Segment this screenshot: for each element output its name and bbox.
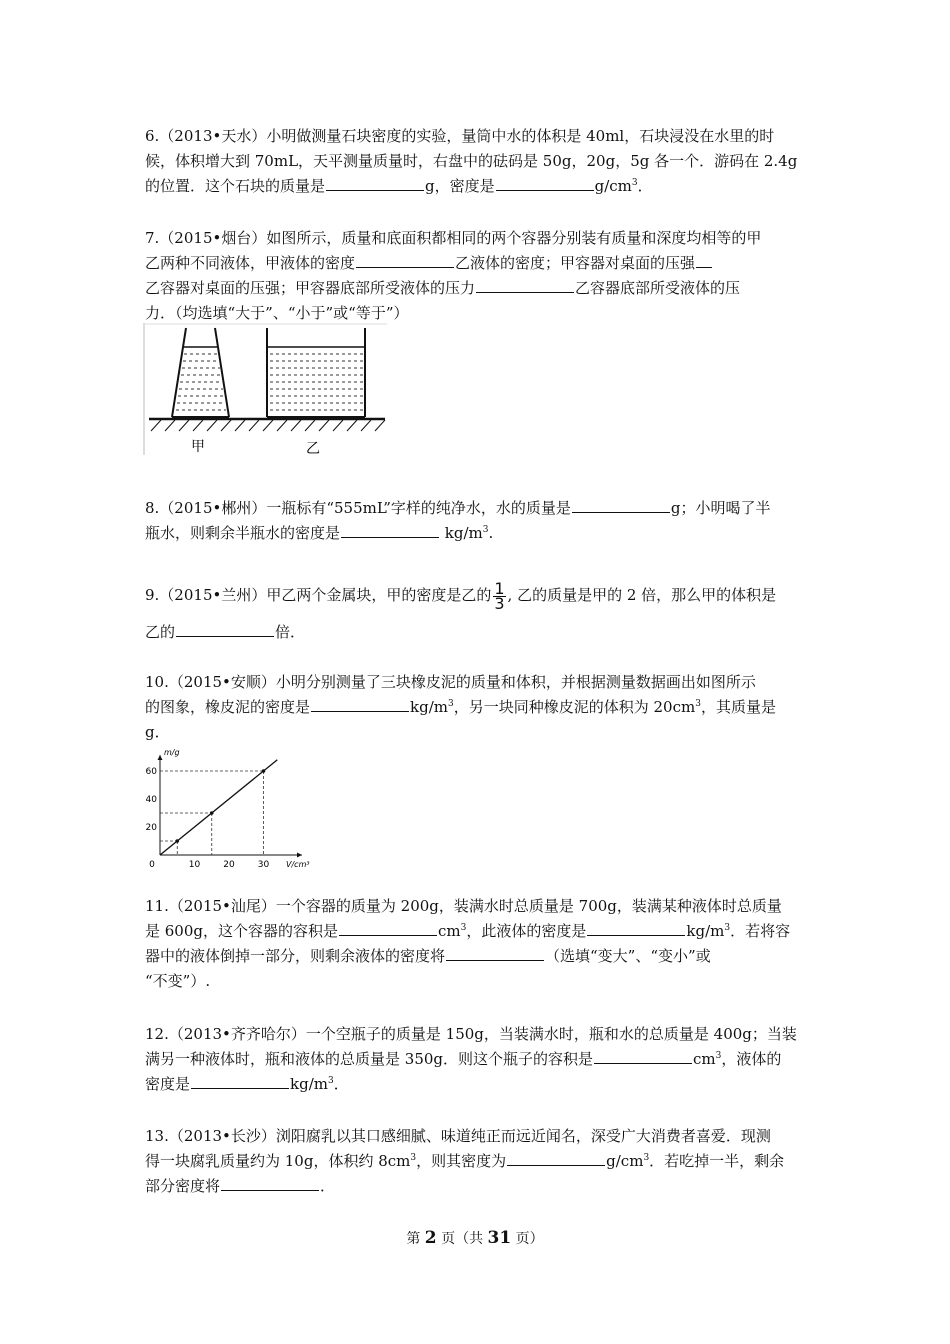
footer-text: 第: [406, 1231, 421, 1247]
question-12: [145, 1022, 810, 1097]
q7-text: 乙容器底部所受液体的压: [575, 279, 741, 297]
page-footer: [0, 1228, 950, 1248]
question-6: [145, 124, 810, 199]
q7-line1: 7.（2015•烟台）如图所示，质量和底面积都相同的两个容器分别装有质量和深度均相等的甲: [145, 229, 762, 247]
y-tick-label: 60: [145, 767, 157, 777]
mass-volume-chart: [140, 742, 320, 870]
answer-blank[interactable]: [326, 175, 424, 191]
y-tick-label: 20: [145, 823, 157, 833]
q10-text: ，另一块同种橡皮泥的体积为 20cm: [453, 698, 696, 716]
q13-text: 得一块腐乳质量约为 10g，体积约 8cm: [145, 1152, 411, 1170]
q8-line2: [145, 521, 810, 546]
total-pages: 31: [487, 1228, 512, 1248]
q11-line1: 11.（2015•汕尾）一个容器的质量为 200g，装满水时总质量是 700g，装满某种液体时总质量: [145, 897, 782, 915]
fraction-denominator: 3: [494, 593, 505, 613]
q6-text: 的位置．这个石块的质量是: [145, 177, 326, 195]
q8-text: .: [488, 524, 494, 542]
table-surface: [149, 419, 385, 431]
fraction-one-third: [493, 578, 505, 613]
question-11: [145, 894, 810, 994]
question-8: [145, 496, 810, 546]
q6-line1: 6.（2013•天水）小明做测量石块密度的实验，量筒中水的体积是 40ml，石块浸没在水里的时: [145, 127, 775, 145]
footer-text: 页）: [515, 1231, 544, 1247]
q11-line4: “不变”）.: [145, 972, 211, 990]
q9-text: 倍．: [275, 623, 306, 641]
label-jia: 甲: [191, 439, 205, 455]
q10-text: 的图象，橡皮泥的密度是: [145, 698, 311, 716]
data-point: [262, 769, 266, 773]
superscript: 3: [724, 923, 731, 933]
q13-line2: [145, 1149, 810, 1174]
q13-text: ，则其密度为: [416, 1152, 507, 1170]
q12-unit: cm: [693, 1050, 716, 1068]
q12-text: ．: [333, 1075, 349, 1093]
answer-blank[interactable]: [696, 252, 712, 268]
superscript: 3: [447, 699, 454, 709]
q12-text: 密度是: [145, 1075, 191, 1093]
q11-text: 器中的液体倒掉一部分，则剩余液体的密度将: [145, 947, 446, 965]
q9-text: 9.（2015•兰州）甲乙两个金属块，甲的密度是乙的: [145, 586, 492, 604]
q7-line4: 力．（均选填“大于”、“小于”或“等于”）: [145, 304, 409, 322]
answer-blank[interactable]: [339, 920, 437, 936]
x-tick-label: 0: [149, 860, 155, 870]
question-9: [145, 578, 810, 645]
superscript: 3: [410, 1153, 417, 1163]
x-tick-label: 30: [257, 860, 270, 870]
question-13: [145, 1124, 810, 1199]
q11-text: （选填“变大”、“变小”或: [545, 947, 711, 965]
q13-text: 部分密度将: [145, 1177, 221, 1195]
label-yi: 乙: [306, 441, 320, 457]
q13-line3: [145, 1174, 810, 1199]
q13-unit: g/cm: [606, 1152, 644, 1170]
q11-text: 是 600g，这个容器的容积是: [145, 922, 339, 940]
answer-blank[interactable]: [341, 522, 439, 538]
q10-line3: g．: [145, 723, 170, 741]
answer-blank[interactable]: [191, 1073, 289, 1089]
x-axis-label: V/cm³: [286, 860, 310, 869]
data-point: [210, 811, 214, 815]
y-axis-arrow: [158, 755, 163, 760]
q12-line3: [145, 1072, 810, 1097]
answer-blank[interactable]: [311, 696, 409, 712]
footer-text: 页（共: [441, 1231, 484, 1247]
q6-text: g，密度是: [425, 177, 495, 195]
question-7: [145, 226, 810, 326]
q7-text: 乙容器对桌面的压强；甲容器底部所受液体的压力: [145, 279, 476, 297]
q7-line2: [145, 251, 810, 276]
x-tick-label: 10: [188, 860, 201, 870]
q11-text: ，此液体的密度是: [466, 922, 587, 940]
q9-line2: [145, 620, 810, 645]
q12-unit: kg/m: [290, 1075, 328, 1093]
q10-line2: [145, 695, 810, 720]
answer-blank[interactable]: [594, 1048, 692, 1064]
q10-line1: 10.（2015•安顺）小明分别测量了三块橡皮泥的质量和体积，并根据测量数据画出如图所示: [145, 673, 756, 691]
containers-figure: [143, 323, 389, 458]
q6-unit: g/cm: [594, 177, 632, 195]
y-tick-label: 40: [145, 795, 157, 805]
answer-blank[interactable]: [356, 252, 454, 268]
answer-blank[interactable]: [476, 277, 574, 293]
q11-line3: [145, 944, 810, 969]
question-10: [145, 670, 810, 745]
answer-blank[interactable]: [587, 920, 685, 936]
answer-blank[interactable]: [221, 1175, 319, 1191]
q6-text: ．: [637, 177, 653, 195]
q12-text: 满另一种液体时，瓶和液体的总质量是 350g．则这个瓶子的容积是: [145, 1050, 594, 1068]
q9-text: , 乙的质量是甲的 2 倍，那么甲的体积是: [507, 586, 777, 604]
q11-unit: cm: [438, 922, 461, 940]
q7-text: 乙液体的密度；甲容器对桌面的压强: [455, 254, 696, 272]
q13-text: ．: [320, 1177, 336, 1195]
y-axis-label: m/g: [164, 748, 180, 757]
q7-line3: [145, 276, 810, 301]
x-axis-arrow: [297, 853, 302, 858]
q6-line3: [145, 174, 810, 199]
superscript: 3: [715, 1051, 722, 1061]
container-b: [267, 328, 365, 417]
superscript: 3: [631, 178, 638, 188]
superscript: 3: [482, 525, 489, 535]
q11-text: ．若将容: [730, 922, 791, 940]
q8-unit: kg/m: [440, 524, 483, 542]
data-point: [175, 839, 179, 843]
q9-line1: [145, 578, 810, 612]
q12-line2: [145, 1047, 810, 1072]
container-a: [172, 328, 229, 417]
q8-text: g；小明喝了半: [670, 499, 771, 517]
q7-text: 乙两种不同液体，甲液体的密度: [145, 254, 356, 272]
q13-text: ．若吃掉一半，剩余: [649, 1152, 785, 1170]
answer-blank[interactable]: [446, 945, 544, 961]
q8-line1: [145, 496, 810, 521]
q12-text: ，液体的: [721, 1050, 782, 1068]
q6-line2: 候，体积增大到 70mL，天平测量质量时，右盘中的砝码是 50g，20g，5g 各一个．游码在 2.4g: [145, 152, 798, 170]
superscript: 3: [327, 1076, 334, 1086]
q13-line1: 13.（2013•长沙）浏阳腐乳以其口感细腻、味道纯正而远近闻名，深受广大消费者喜爱．现测: [145, 1127, 771, 1145]
superscript: 3: [643, 1153, 650, 1163]
q10-text: ，其质量是: [700, 698, 776, 716]
q9-text: 乙的: [145, 623, 176, 641]
fraction-numerator: 1: [494, 578, 505, 598]
answer-blank[interactable]: [507, 1150, 605, 1166]
q12-line1: 12.（2013•齐齐哈尔）一个空瓶子的质量是 150g，当装满水时，瓶和水的总质量是 400g；当装: [145, 1025, 797, 1043]
q11-unit: kg/m: [686, 922, 725, 940]
q11-line2: [145, 919, 810, 944]
q8-text: 瓶水，则剩余半瓶水的密度是: [145, 524, 341, 542]
superscript: 3: [460, 923, 467, 933]
x-tick-label: 20: [223, 860, 235, 870]
answer-blank[interactable]: [572, 497, 670, 513]
answer-blank[interactable]: [176, 621, 274, 637]
q8-text: 8.（2015•郴州）一瓶标有“555mL”字样的纯净水，水的质量是: [145, 499, 571, 517]
page-number: 2: [424, 1228, 437, 1248]
superscript: 3: [695, 699, 701, 709]
answer-blank[interactable]: [496, 175, 594, 191]
q10-unit: kg/m: [410, 698, 448, 716]
